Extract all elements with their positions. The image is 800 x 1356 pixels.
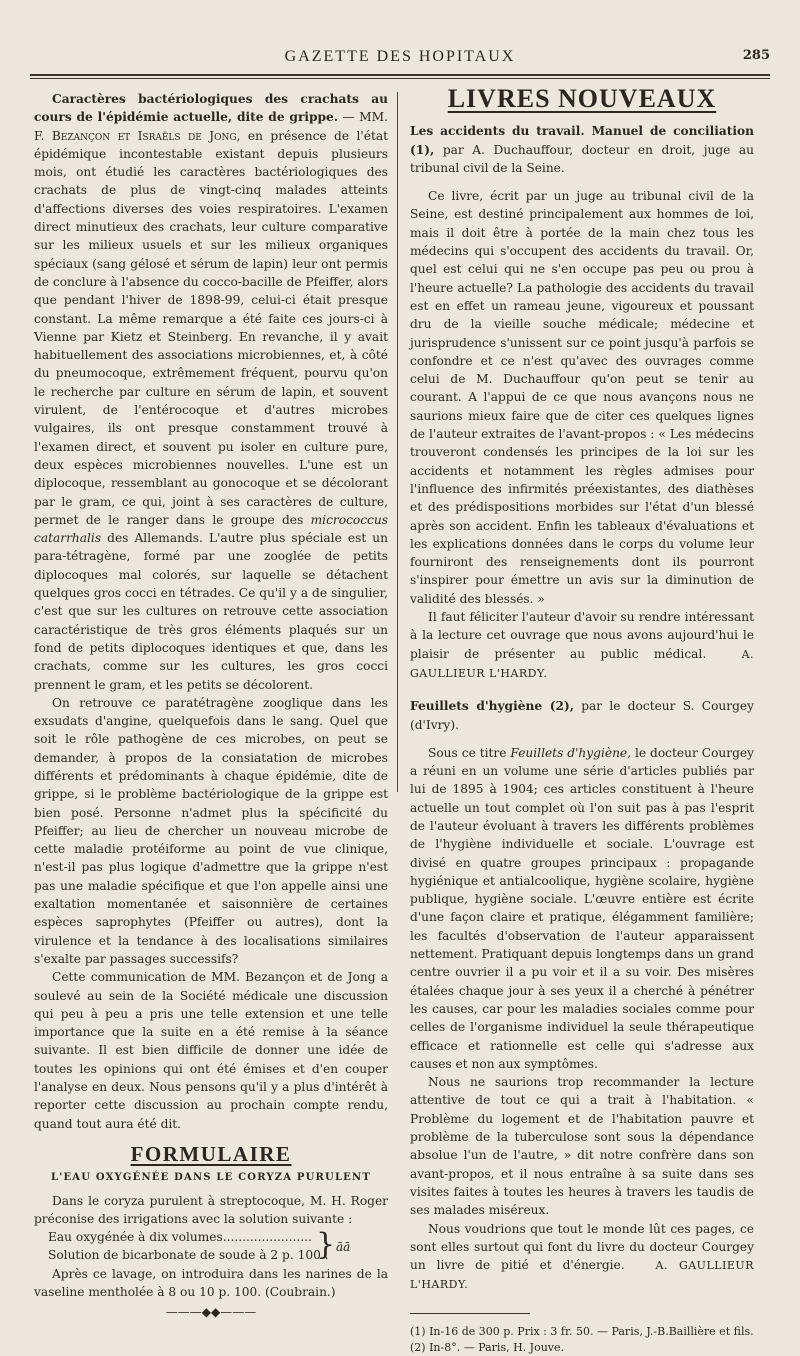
book-2-title: Feuillets d'hygiène (2), — [410, 699, 574, 714]
footnotes — [410, 1324, 754, 1356]
footnote-2: (2) In-8°. — Paris, H. Jouve. — [410, 1340, 565, 1354]
formula-block — [48, 1228, 388, 1265]
left-column — [34, 90, 388, 1322]
formulaire-paragraph-2: Après ce lavage, on introduira dans les narines de la vaseline mentholée à 8 ou 10 p. 100. (Coubrain.) — [34, 1266, 388, 1299]
article-italic-term: micrococcus catarrhalis — [34, 512, 388, 546]
book-1-title: Les accidents du travail. Manuel de conciliation (1), — [410, 124, 754, 157]
article-text: en présence de l'état épidémique incontestable existant depuis plusieurs mois, ont étudié les caractères bactériologiques des crachats de plus de vingt-cinq malades atteints d'affections diverses des voies respiratoires. L'examen direct minutieux des crachats, leur culture comparative sur les milieux usuels et sur les milieux organiques spéciaux (sang gélosé et sérum de lapin) leur ont permis de conclure à l'absence du cocco-bacille de Pfeiffer, alors que pendant l'hiver de 1898-99, celui-ci était presque constant. La même remarque a été faite ces jours-ci à Vienne par Kietz et Steinberg. En revanche, il y avait habituellement des associations microbiennes, et, à côté du pneumocoque, extrêmement fréquent, pourvu qu'on le recherche par culture en sérum de lapin, et souvent virulent, de l'entérocoque et d'autres microbes vulgaires, ils ont presque constamment trouvé à l'examen direct, et souvent pu isoler en culture pure, deux espèces microbiennes nouvelles. L'une est un diplocoque, ressemblant au gonocoque et se décolorant par le gram, ce qui, joint à ses caractères de culture, permet de le ranger dans le groupe des — [34, 128, 389, 527]
formula-line-2: Solution de bicarbonate de soude à 2 p. 100.. — [48, 1248, 329, 1263]
footnote-1: (1) In-16 de 300 p. Prix : 3 fr. 50. — Paris, J.-B.Baillière et fils. — [410, 1324, 754, 1338]
book-2-paragraph-2: Nous ne saurions trop recommander la lecture attentive de tout ce qui a trait à l'habitation. « Problème du logement et de l'habitation pauvre et problème de la tuberculose sont sous la dépendance absolue l'un de l'autre, » dit notre confrère dans son avant-propos, et il nous entraîne à sa suite dans ses visites faites à toutes les heures à travers les taudis de ses malades miséreux. — [410, 1075, 754, 1218]
header-rule-thick — [30, 74, 770, 76]
book-2-p1-italic: Feuillets d'hygiène, — [510, 745, 632, 760]
book-1-heading — [410, 122, 754, 177]
page-number: 285 — [742, 48, 770, 63]
book-2-signature: A. GAULLIEUR L'HARDY. — [410, 1259, 754, 1292]
header-rule-thin — [30, 78, 770, 79]
article-title: Caractères bactériologiques des crachats au cours de l'épidémie actuelle, dite de grippe. — [34, 92, 388, 125]
article-authors: — MM. F. Bezançon et Israëls de Jong, — [34, 110, 388, 143]
book-2-paragraph-1 — [410, 744, 754, 1073]
book-2-paragraph-3-text: Nous voudrions que tout le monde lût ces pages, ce sont elles surtout qui font du livre du docteur Courgey un livre de pitié et d'énergie. — [410, 1221, 754, 1273]
formulaire-subheading: L'EAU OXYGÉNÉE DANS LE CORYZA PURULENT — [50, 1172, 371, 1184]
article-paragraph-3: Cette communication de MM. Bezançon et de Jong a soulevé au sein de la Société médicale une discussion qui peu à peu a pris une telle extension et une telle importance que la suite en a été remise à la séance suivante. Il est bien difficile de donner une idée de toutes les opinions qui ont été émises et d'en couper l'analyse en deux. Nous pensons qu'il y a plus d'intérêt à reporter cette discussion au prochain compte rendu, quand tout aura été dit. — [34, 970, 388, 1131]
article-paragraph-1 — [34, 90, 388, 694]
book-1-signature: A. GAULLIEUR L'HARDY. — [410, 647, 755, 680]
formula-line-1: Eau oxygénée à dix volumes....................... — [48, 1230, 312, 1245]
footnote-rule — [410, 1313, 530, 1314]
book-1-author: par A. Duchauffour, docteur en droit, juge au tribunal civil de la Seine. — [410, 142, 754, 175]
book-2-author: par le docteur S. Courgey (d'Ivry). — [410, 699, 755, 732]
book-2-p1-start: Sous ce titre — [428, 745, 507, 760]
column-divider — [397, 92, 398, 792]
article-text-end: des Allemands. L'autre plus spéciale est un para-tétragène, formé par une zooglée de petits diplocoques mal colorés, sur laquelle se détachent quelques gros cocci en tétrades. Ce qu'il y a de singulier, c'est que sur les cultures on retrouve cette association caractéristique de très gros éléments plaqués sur un fond de petits diplocoques identiques et que, dans les crachats, comme sur les cultures, les gros cocci prennent le gram, et les petits se décolorent. — [34, 531, 389, 692]
formula-aa: āā — [336, 1240, 351, 1255]
journal-title: GAZETTE DES HOPITAUX — [284, 48, 516, 65]
book-2-p1-rest: le docteur Courgey a réuni en un volume une série d'articles publiés par lui de 1895 à 1904; ces articles constituent à l'heure actuelle un tout complet où l'on suit pas à pas l'esprit de l'auteur évoluant à travers les différents problèmes de l'hygiène individuelle et sociale. L'ouvrage est divisé en quatre groupes principaux : propagande hygiénique et antialcoolique, hygiène scolaire, hygiène publique, hygiène sociale. L'œuvre entière est écrite d'une façon claire et pratique, élégamment familière; les facultés d'observation de l'auteur apparaissent nettement. Pratiquant depuis longtemps dans un grand centre ouvrier il a pu voir et il a su voir. Des misères étalées chaque jour à ses yeux il a cherché à pénétrer les causes, car pour les maladies sociales comme pour celles de l'organisme individuel la seule thérapeutique efficace et rationnelle est celle qui s'adresse aux causes et non aux symptômes. — [410, 745, 754, 1071]
formula-brace: } — [316, 1227, 336, 1263]
ornament-divider: ———◆◆——— — [165, 1305, 257, 1320]
book-1-paragraph-2 — [410, 608, 754, 683]
book-1-paragraph-2-text: Il faut féliciter l'auteur d'avoir su rendre intéressant à la lecture cet ouvrage que nous avons aujourd'hui le plaisir de présenter au public médical. — [410, 610, 754, 661]
book-2-paragraph-3 — [410, 1220, 754, 1295]
book-2-heading — [410, 697, 754, 734]
formulaire-paragraph-1: Dans le coryza purulent à streptocoque, M. H. Roger préconise des irrigations avec la solution suivante : — [34, 1193, 388, 1226]
article-paragraph-2: On retrouve ce paratétragène zooglique dans les exsudats d'angine, quelquefois dans le sang. Quel que soit le rôle pathogène de ces microbes, on peut se demander, à propos de la consiatation de microbes différents et prédominants à chaque épidémie, dite de grippe, si le problème bactériologique de la grippe est bien posé. Personne n'admet plus la spécificité du Pfeiffer; au lieu de chercher un nouveau microbe de cette maladie protéiforme au point de vue clinique, n'est-il pas plus logique d'admettre que la grippe n'est pas une maladie spécifique et que l'on appelle ainsi une exaltation momentanée et saisonnière de certaines espèces saprophytes (Pfeiffer ou autres), dont la virulence et la tendance à des localisations similaires s'exalte par passages successifs? — [34, 695, 388, 966]
formulaire-heading: FORMULAIRE — [130, 1141, 292, 1166]
section-heading-livres: LIVRES NOUVEAUX — [447, 84, 717, 113]
book-1-paragraph-1: Ce livre, écrit par un juge au tribunal civil de la Seine, est destiné principalement aux hommes de loi, mais il doit être à portée de la main chez tous les médecins qui s'occupent des accidents du travail. Or, quel est celui qui ne s'en occupe pas peu ou prou à l'heure actuelle? La pathologie des accidents du travail est en effet un rameau jeune, vigoureux et poussant dru de la vieille souche médicale; médecine et jurisprudence s'unissent sur ce point jusqu'à parfois se confondre et ce n'est qu'avec des ouvrages comme celui de M. Duchauffour qu'on peut se tenir au courant. A l'appui de ce que nous avançons nous ne saurions mieux faire que de citer ces quelques lignes de l'auteur extraites de l'avant-propos : « Les médecins trouveront condensés les principes de la loi sur les accidents et notamment les règles admises pour l'influence des infirmités préexistantes, des diathèses et des prédispositions morbides sur l'état d'un blessé après son accident. Enfin les tableaux d'évaluations et les explications données dans le corps du volume leur fourniront des renseignements dont ils pourront s'inspirer pour émettre un avis sur la diminution de validité des blessés. » — [410, 189, 754, 606]
page-header — [30, 46, 770, 72]
right-column — [410, 84, 755, 1356]
